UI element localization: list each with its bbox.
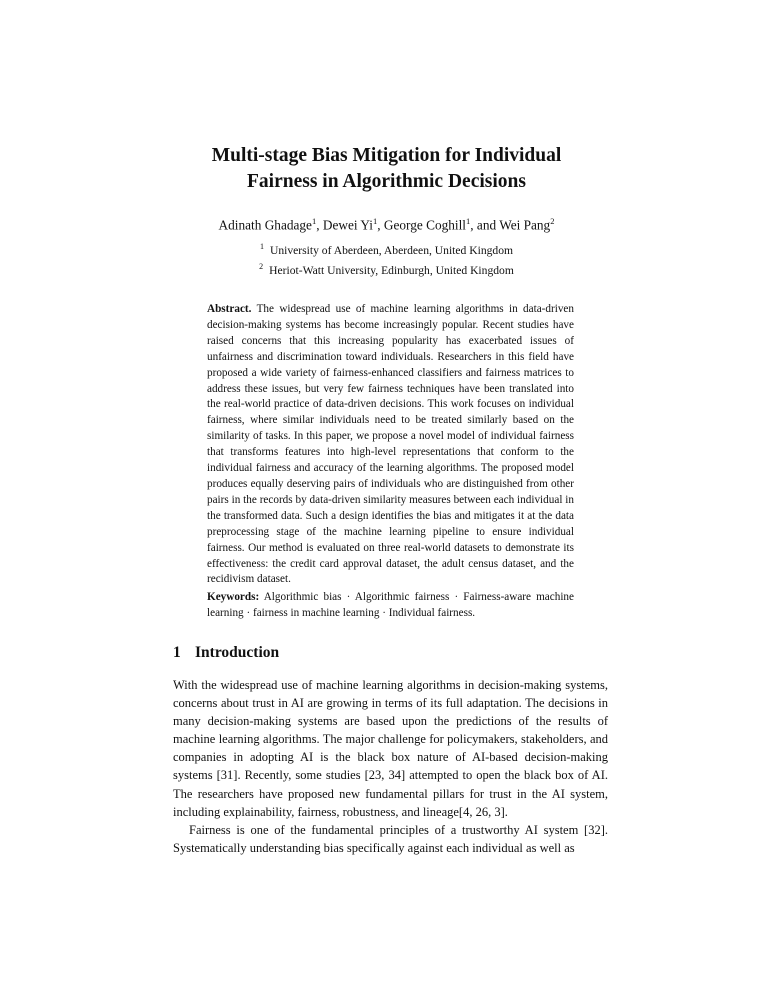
section-body: [173, 676, 608, 857]
affiliation: [150, 239, 623, 259]
affiliation-mark: 2: [259, 261, 264, 271]
affiliation-list: [150, 239, 623, 279]
author-affil-mark: 2: [550, 216, 555, 226]
abstract-label: Abstract.: [207, 303, 252, 315]
abstract-text: The widespread use of machine learning algorithms in data-driven decision-making systems has become increasingly popular. Recent studies have raised concerns that this increasing popularity has exacerbated issues of unfairness and discrimination toward individuals. Researchers in this field have proposed a wide variety of fairness-enhanced classifiers and fairness matrices to address these issues, but very few fairness techniques have been translated into the real-world practice of data-driven decisions. This work focuses on individual fairness, where similar individuals need to be treated similarly based on the similarity of tasks. In this paper, we propose a novel model of individual fairness that transforms features into high-level representations that conform to the individual fairness and accuracy of the learning algorithms. The proposed model produces equally deserving pairs of individuals who are distinguished from other pairs in the records by data-driven similarity measures between each individual in the transformed data. Such a design identifies the bias and mitigates it at the data preprocessing stage of the machine learning pipeline to ensure individual fairness. Our method is evaluated on three real-world datasets to demonstrate its effectiveness: the credit card approval dataset, the adult census dataset, and the recidivism dataset.: [207, 303, 574, 586]
affiliation-mark: 1: [259, 242, 264, 251]
affiliation: [150, 259, 623, 279]
author-name: Adinath Ghadage: [218, 217, 312, 233]
author-separator: ,: [377, 217, 384, 233]
author-list: [100, 212, 673, 234]
author-affil-mark: 1: [311, 216, 317, 226]
section-number: 1: [173, 644, 181, 661]
section-heading: [173, 643, 279, 663]
paper-title: [150, 143, 623, 195]
body-paragraph: Fairness is one of the fundamental principles of a trustworthy AI system [32]. Systematically understanding bias specifically against each individual as well as: [173, 822, 608, 855]
keywords-text: Algorithmic bias · Algorithmic fairness · Fairness-aware machine learning · fairness in machine learning · Individual fairness.: [207, 591, 574, 619]
title-line-2: Fairness in Algorithmic Decisions: [247, 171, 526, 192]
author-name: George Coghill: [383, 217, 467, 233]
keywords-label: Keywords:: [207, 591, 260, 603]
author-affil-mark: 1: [466, 216, 471, 226]
author-name: Wei Pang: [499, 217, 551, 233]
author-separator: ,: [316, 217, 323, 233]
section-title: Introduction: [195, 644, 280, 661]
body-paragraph: With the widespread use of machine learning algorithms in decision-making systems, concerns about trust in AI are growing in terms of its full adaptation. The decisions in many decision-making systems are based upon the predictions of the results of machine learning algorithms. The major challenge for policymakers, stakeholders, and companies in adopting AI is the black box nature of AI-based decision-making systems [31]. Recently, some studies [23, 34] attempted to open the black box of AI. The researchers have proposed new fundamental pillars for trust in the AI system, including explainability, fairness, robustness, and lineage[4, 26, 3].: [173, 678, 608, 819]
affiliation-text: University of Aberdeen, Aberdeen, United Kingdom: [269, 243, 514, 257]
abstract: [207, 302, 574, 588]
author-separator: , and: [470, 217, 500, 233]
title-line-1: Multi-stage Bias Mitigation for Individual: [211, 145, 562, 166]
author-affil-mark: 1: [372, 216, 378, 226]
affiliation-text: Heriot-Watt University, Edinburgh, United Kingdom: [269, 263, 514, 277]
keywords: [207, 590, 574, 622]
author-name: Dewei Yi: [322, 217, 373, 233]
